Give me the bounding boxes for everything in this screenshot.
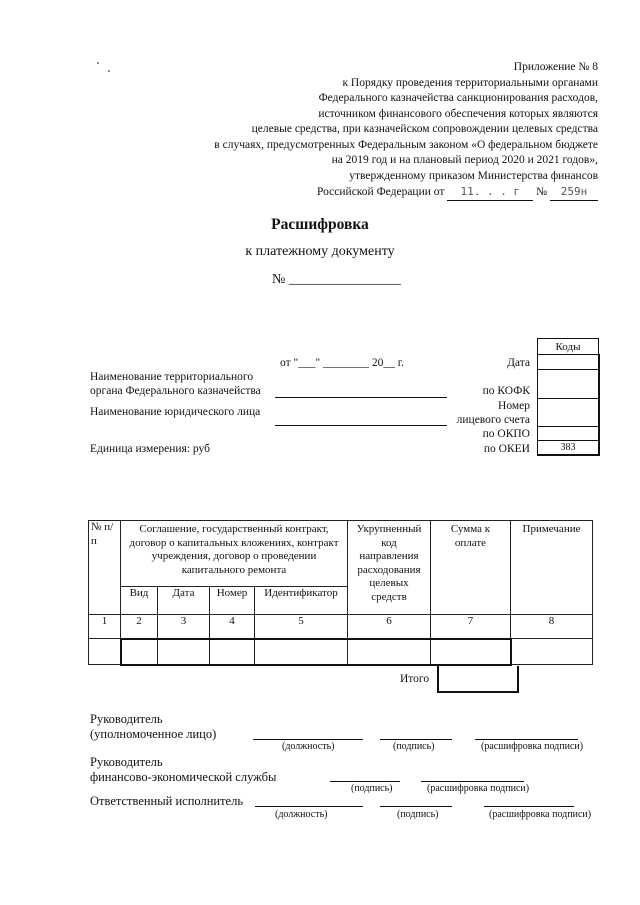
label-account-1: Номер (498, 400, 530, 412)
col-number: 1 (89, 615, 121, 639)
fin-caption-signature: (подпись) (351, 783, 393, 794)
exec-decode-field[interactable] (484, 806, 574, 807)
data-cell[interactable] (255, 639, 348, 665)
col-number: 5 (255, 615, 348, 639)
fin-signature-field[interactable] (330, 781, 400, 782)
label-okei: по ОКЕИ (483, 443, 530, 455)
header-line: Федерального казначейства санкционирования расходов, (318, 92, 598, 104)
data-cell[interactable] (158, 639, 210, 665)
head-caption-decode: (расшифровка подписи) (481, 741, 584, 752)
head-label-2: (уполномоченное лицо) (90, 727, 217, 741)
fin-decode-field[interactable] (421, 781, 524, 782)
exec-caption-position: (должность) (275, 809, 328, 820)
legal-entity-field[interactable] (275, 425, 447, 426)
head-caption-position: (должность) (282, 741, 335, 752)
order-prefix: Российской Федерации от (317, 186, 445, 198)
exec-position-field[interactable] (255, 806, 363, 807)
col-number: 7 (431, 615, 511, 639)
fin-caption-decode: (расшифровка подписи) (427, 783, 530, 794)
label-account-2: лицевого счета (456, 414, 530, 426)
subheader-date: Дата (158, 587, 210, 615)
label-unit: Единица измерения: руб (90, 443, 210, 455)
label-legal-entity: Наименование юридического лица (90, 406, 261, 418)
exec-signature-field[interactable] (380, 806, 452, 807)
header-line: на 2019 год и на плановый период 2020 и 2021 годов», (331, 154, 598, 166)
organ-name-field[interactable] (275, 397, 447, 398)
label-date: Дата (507, 357, 530, 369)
col-number: 2 (121, 615, 158, 639)
col-number: 6 (348, 615, 431, 639)
subheader-type: Вид (121, 587, 158, 615)
document-subtitle: к платежному документу (245, 244, 395, 259)
exec-caption-signature: (подпись) (397, 809, 439, 820)
total-sum-cell[interactable] (437, 666, 519, 693)
col-number: 4 (210, 615, 255, 639)
order-date-handwritten: 11. . . г (447, 184, 533, 201)
head-caption-signature: (подпись) (393, 741, 435, 752)
label-organ-1: Наименование территориального (90, 371, 254, 383)
col-number: 3 (158, 615, 210, 639)
head-decode-field[interactable] (475, 739, 578, 740)
header-sum: Сумма к оплате (431, 521, 511, 615)
order-number-sign: № (536, 186, 548, 198)
exec-label: Ответственный исполнитель (90, 794, 244, 808)
total-label: Итого (400, 673, 430, 685)
header-line: в случаях, предусмотренных Федеральным законом «О федеральном бюджете (214, 138, 598, 151)
label-organ-2: органа Федерального казначейства (90, 385, 261, 397)
exec-caption-decode: (расшифровка подписи) (489, 809, 592, 820)
main-table (88, 520, 593, 666)
data-cell[interactable] (210, 639, 255, 665)
fin-label-1: Руководитель (90, 755, 163, 769)
label-kofk: по КОФК (482, 385, 530, 397)
codes-header: Коды (538, 339, 599, 355)
header-line: к Порядку проведения территориальными органами (342, 76, 598, 89)
code-okei-cell: 383 (538, 441, 599, 455)
subheader-number: Номер (210, 587, 255, 615)
col-number: 8 (511, 615, 593, 639)
subheader-id: Идентификатор (255, 587, 348, 615)
header-note: Примечание (511, 521, 593, 615)
document-title: Расшифровка (271, 216, 369, 233)
data-cell[interactable] (89, 639, 121, 665)
appendix-header (158, 60, 598, 201)
data-cell[interactable] (121, 639, 158, 665)
head-label-1: Руководитель (90, 712, 163, 726)
header-line: утвержденному приказом Министерства финансов (349, 169, 598, 182)
data-cell[interactable] (348, 639, 431, 665)
head-signature-field[interactable] (380, 739, 452, 740)
form-date-line: от "___" ________ 20__ г. (280, 357, 405, 369)
head-position-field[interactable] (253, 739, 363, 740)
label-okpo: по ОКПО (482, 428, 530, 440)
scan-speck (97, 62, 99, 64)
fin-label-2: финансово-экономической службы (90, 770, 277, 784)
scan-speck (108, 70, 110, 72)
data-cell[interactable] (431, 639, 511, 665)
codes-thick-border (537, 354, 600, 456)
header-agreement: Соглашение, государственный контракт, договор о капитальных вложениях, контракт учреждения, договор о проведении капитального ремонта (121, 521, 348, 587)
header-line: целевые средства, при казначейском сопровождении целевых средства (251, 123, 598, 135)
header-order-line (158, 184, 598, 201)
header-line: источником финансового обеспечения которых являются (318, 107, 598, 120)
header-line: Приложение № 8 (513, 61, 598, 73)
order-number-handwritten: 259н (550, 184, 598, 201)
header-num: № п/п (89, 521, 121, 615)
payment-doc-number: № ________________ (272, 272, 401, 287)
header-code: Укрупненный код направления расходования целевых средств (348, 521, 431, 615)
data-cell[interactable] (511, 639, 593, 665)
